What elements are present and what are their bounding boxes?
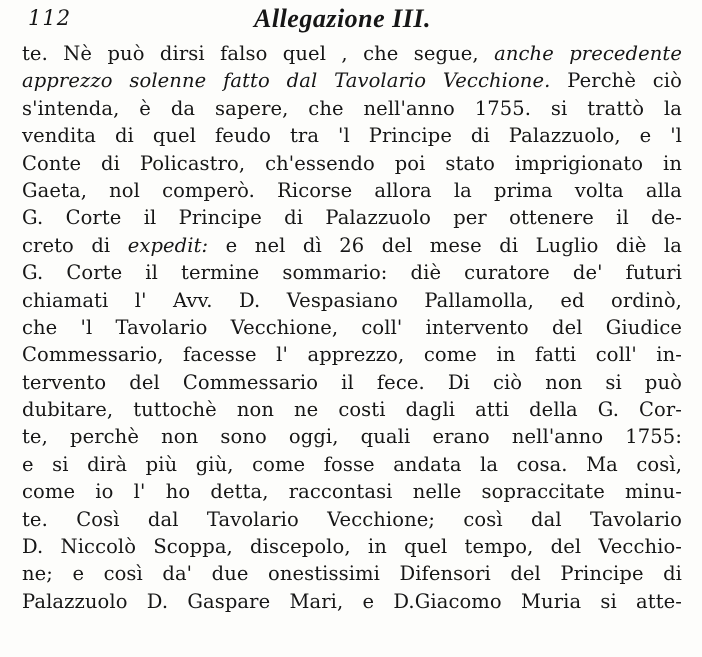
text-line: tervento del Commessario il fece. Di ciò non si può: [22, 370, 682, 394]
text-line: te. Così dal Tavolario Vecchione; così dal Tavolario: [22, 507, 682, 531]
italic-word: expedit:: [127, 233, 209, 257]
text-line: vendita di quel feudo tra 'l Principe di Palazzuolo, e 'l: [22, 124, 682, 148]
text-line: D. Niccolò Scoppa, discepolo, in quel tempo, del Vecchio-: [22, 535, 682, 559]
body-text: [22, 40, 682, 615]
text-line: dubitare, tuttochè non ne costi dagli atti della G. Cor-: [22, 398, 682, 422]
text-line: G. Corte il Principe di Palazzuolo per ottenere il de-: [22, 206, 682, 230]
text-line: Gaeta, nol comperò. Ricorse allora la prima volta alla: [22, 178, 682, 202]
page-number: 112: [28, 6, 72, 30]
running-head: [14, 4, 688, 38]
text-line: te, perchè non sono oggi, quali erano nell'anno 1755:: [22, 425, 682, 449]
italic-phrase: anche precedente: [494, 42, 682, 65]
text-line: Commessario, facesse l' apprezzo, come in fatti coll' in-: [22, 343, 682, 367]
text-line: s'intenda, è da sapere, che nell'anno 1755. si trattò la: [22, 96, 682, 120]
italic-phrase: apprezzo solenne fatto dal Tavolario Vecchione.: [22, 69, 568, 93]
text-line: Palazzuolo D. Gaspare Mari, e D.Giacomo Muria si atte-: [22, 589, 682, 613]
text-line: te. Nè può dirsi falso quel , che segue, anche precedente: [22, 42, 682, 65]
text-line: creto di expedit: e nel dì 26 del mese di Luglio diè la: [22, 233, 682, 257]
text-line: come io l' ho detta, raccontasi nelle sopraccitate minu-: [22, 480, 682, 504]
text-line: G. Corte il termine sommario: diè curatore de' futuri: [22, 261, 682, 285]
text-line: che 'l Tavolario Vecchione, coll' intervento del Giudice: [22, 315, 682, 339]
text-line: chiamati l' Avv. D. Vespasiano Pallamolla, ed ordinò,: [22, 288, 682, 312]
text-line: apprezzo solenne fatto dal Tavolario Vecchione. Perchè ciò: [22, 69, 682, 93]
running-title: Allegazione III.: [254, 4, 432, 33]
text-line: Conte di Policastro, ch'essendo poi stato imprigionato in: [22, 151, 682, 175]
text-line: e si dirà più giù, come fosse andata la cosa. Ma così,: [22, 452, 682, 476]
text-line: ne; e così da' due onestissimi Difensori del Principe di: [22, 562, 682, 586]
